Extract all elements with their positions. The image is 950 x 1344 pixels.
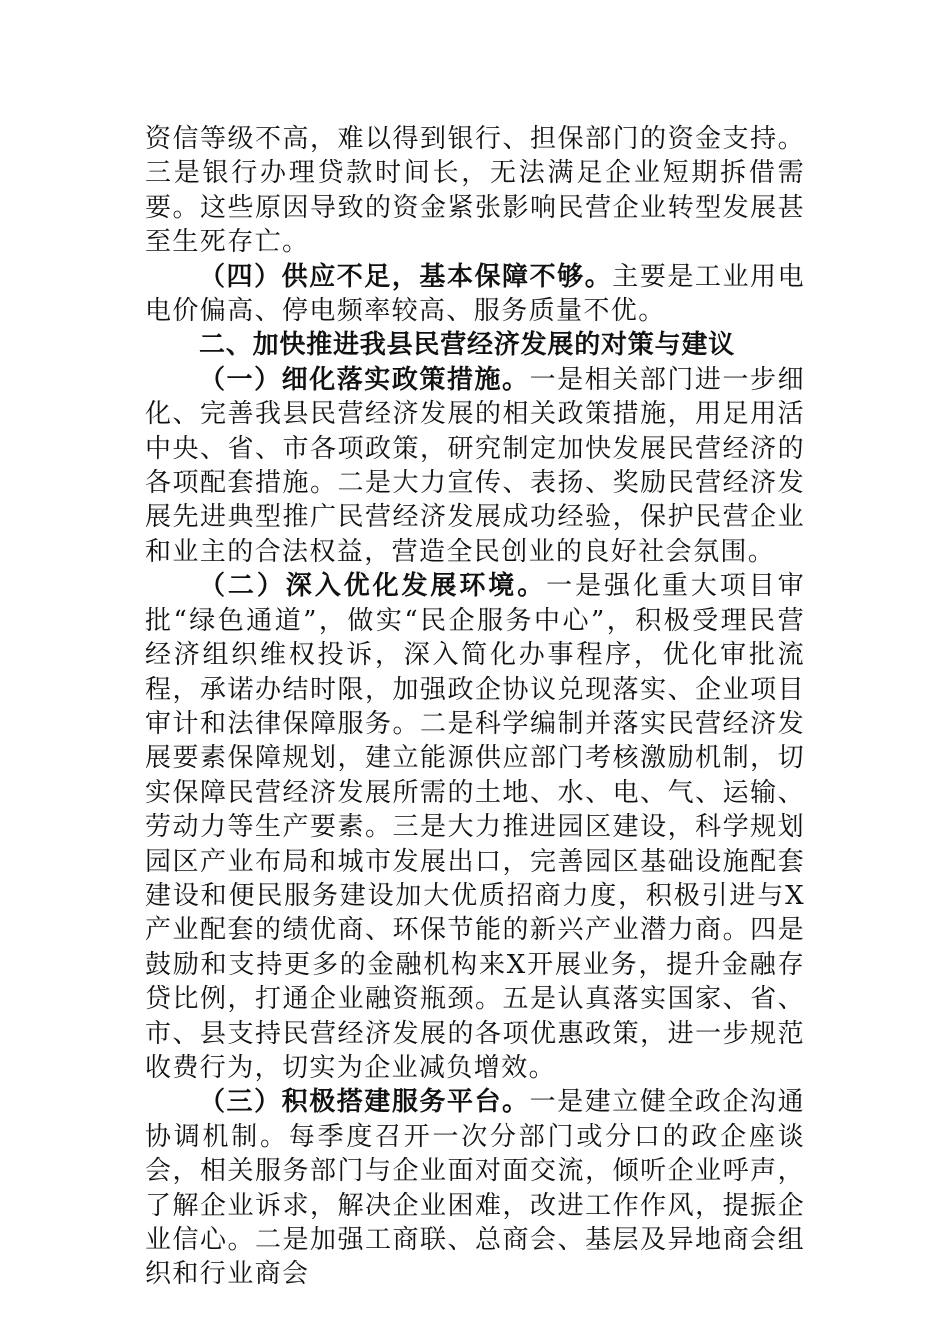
paragraph-development-environment (145, 569, 805, 1085)
paragraph-supply-shortage (145, 260, 805, 329)
document-page (145, 122, 805, 1292)
paragraph-text: 一是建立健全政企沟通协调机制。每季度召开一次分部门或分口的政企座谈会，相关服务部门与企业面对面交流，倾听企业呼声，了解企业诉求，解决企业困难，改进工作作风，提振企业信心。二是加强工商联、总商会、基层及异地商会组织和行业商会 (145, 1087, 805, 1290)
paragraph-lead: （一）细化落实政策措施。 (199, 364, 530, 395)
paragraph-text: 一是强化重大项目审批“绿色通道”，做实“民企服务中心”，积极受理民营经济组织维权投诉，深入简化办事程序，优化审批流程，承诺办结时限，加强政企协议兑现落实、企业项目审计和法律保障服务。二是科学编制并落实民营经济发展要素保障规划，建立能源供应部门考核激励机制，切实保障民营经济发展所需的土地、水、电、气、运输、劳动力等生产要素。三是大力推进园区建设，科学规划园区产业布局和城市发展出口，完善园区基础设施配套建设和便民服务建设加大优质招商力度，积极引进与X产业配套的绩优商、环保节能的新兴产业潜力商。四是鼓励和支持更多的金融机构来X开展业务，提升金融存贷比例，打通企业融资瓶颈。五是认真落实国家、省、市、县支持民营经济发展的各项优惠政策，进一步规范收费行为，切实为企业减负增效。 (145, 571, 805, 1083)
paragraph-text: 一是相关部门进一步细化、完善我县民营经济发展的相关政策措施，用足用活中央、省、市各项政策，研究制定加快发展民营经济的各项配套措施。二是大力宣传、表扬、奖励民营经济发展先进典型推广民营经济发展成功经验，保护民营企业和业主的合法权益，营造全民创业的良好社会氛围。 (145, 364, 805, 567)
paragraph-service-platform (145, 1085, 805, 1291)
paragraph-policy-measures (145, 363, 805, 569)
section-heading (145, 328, 805, 362)
section-heading-text: 二、加快推进我县民营经济发展的对策与建议 (199, 330, 736, 361)
paragraph-lead: （二）深入优化发展环境。 (199, 571, 547, 602)
paragraph-text: 资信等级不高，难以得到银行、担保部门的资金支持。三是银行办理贷款时间长，无法满足企业短期拆借需要。这些原因导致的资金紧张影响民营企业转型发展甚至生死存亡。 (145, 124, 805, 258)
paragraph-text: 主要是工业用电电价偏高、停电频率较高、服务质量不优。 (145, 261, 805, 327)
paragraph-lead: （四）供应不足，基本保障不够。 (199, 261, 613, 292)
paragraph-continuation (145, 122, 805, 260)
paragraph-lead: （三）积极搭建服务平台。 (199, 1087, 530, 1118)
